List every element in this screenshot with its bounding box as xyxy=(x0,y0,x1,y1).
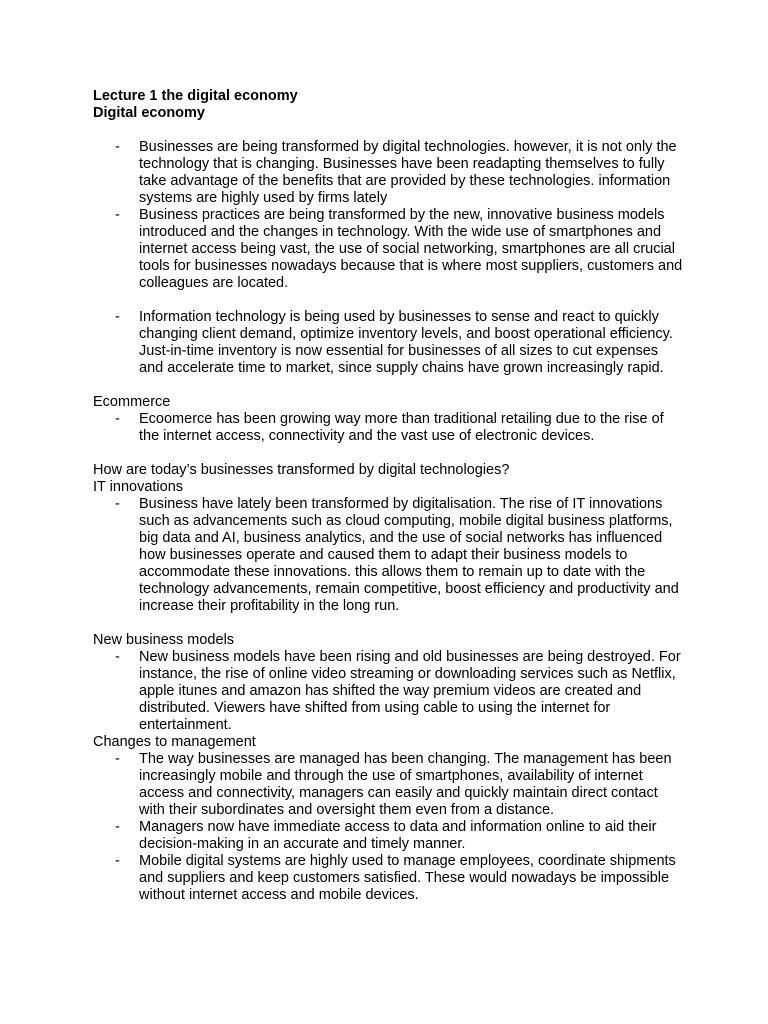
bullet-dash: - xyxy=(115,649,120,665)
list-item xyxy=(93,309,683,377)
list-item-text: Ecoomerce has been growing way more than traditional retailing due to the rise of the internet access, connectivity and the vast use of electronic devices. xyxy=(139,411,664,444)
bullet-dash: - xyxy=(115,207,120,223)
intro-list-continued xyxy=(93,309,683,377)
list-item-text: Information technology is being used by businesses to sense and react to quickly changing client demand, optimize inventory levels, and boost operational efficiency. Just-in-time inventory is now essential for businesses of all sizes to cut expenses and accelerate time to market, since supply chains have grown increasingly rapid. xyxy=(139,309,673,376)
new-business-models-list xyxy=(93,649,683,734)
bullet-dash: - xyxy=(115,496,120,512)
list-item xyxy=(93,411,683,445)
spacer xyxy=(93,122,683,139)
ecommerce-list xyxy=(93,411,683,445)
list-item xyxy=(93,207,683,292)
spacer xyxy=(93,377,683,394)
list-item-text: Businesses are being transformed by digital technologies. however, it is not only the technology that is changing. Businesses have been readapting themselves to fully take advantage of the benefits that are provided by these technologies. information systems are highly used by firms lately xyxy=(139,139,677,206)
heading-it-innovations: IT innovations xyxy=(93,479,184,495)
list-item-text: Mobile digital systems are highly used to manage employees, coordinate shipments and suppliers and keep customers satisfied. These would nowadays be impossible without internet access and mobile devices. xyxy=(139,853,676,903)
list-item xyxy=(93,853,683,904)
bullet-dash: - xyxy=(115,309,120,325)
list-item xyxy=(93,496,683,615)
list-item-text: Managers now have immediate access to data and information online to aid their decision-making in an accurate and timely manner. xyxy=(139,819,657,852)
bullet-dash: - xyxy=(115,853,120,869)
management-list xyxy=(93,751,683,904)
list-item xyxy=(93,819,683,853)
spacer xyxy=(93,615,683,632)
bullet-dash: - xyxy=(115,819,120,835)
section-title: Digital economy xyxy=(93,105,205,121)
heading-new-business-models: New business models xyxy=(93,632,235,648)
list-item-text: New business models have been rising and old businesses are being destroyed. For instance, the rise of online video streaming or downloading services such as Netflix, apple itunes and amazon has shifted the way premium videos are created and distributed. Viewers have shifted from using cable to using the internet for entertainment. xyxy=(139,649,681,733)
spacer xyxy=(93,445,683,462)
list-item xyxy=(93,751,683,819)
it-innovations-list xyxy=(93,496,683,615)
bullet-dash: - xyxy=(115,139,120,155)
heading-changes-to-management: Changes to management xyxy=(93,734,256,750)
lecture-title: Lecture 1 the digital economy xyxy=(93,88,298,104)
list-item-text: Business have lately been transformed by digitalisation. The rise of IT innovations such as advancements such as cloud computing, mobile digital business platforms, big data and AI, business analytics, and the use of social networks has influenced how businesses operate and caused them to adapt their business models to accommodate these innovations. this allows them to remain up to date with the technology advancements, remain competitive, boost efficiency and productivity and increase their profitability in the long run. xyxy=(139,496,679,614)
list-item xyxy=(93,139,683,207)
question-heading: How are today’s businesses transformed by digital technologies? xyxy=(93,462,510,478)
bullet-dash: - xyxy=(115,751,120,767)
list-item-text: The way businesses are managed has been changing. The management has been increasingly mobile and through the use of smartphones, availability of internet access and connectivity, managers can easily and quickly maintain direct contact with their subordinates and oversight them even from a distance. xyxy=(139,751,672,818)
heading-ecommerce: Ecommerce xyxy=(93,394,171,410)
list-item xyxy=(93,649,683,734)
document-page xyxy=(93,88,683,904)
bullet-dash: - xyxy=(115,411,120,427)
intro-list xyxy=(93,139,683,292)
spacer xyxy=(93,292,683,309)
list-item-text: Business practices are being transformed by the new, innovative business models introduced and the changes in technology. With the wide use of smartphones and internet access being vast, the use of social networking, smartphones are all crucial tools for businesses nowadays because that is where most suppliers, customers and colleagues are located. xyxy=(139,207,683,291)
